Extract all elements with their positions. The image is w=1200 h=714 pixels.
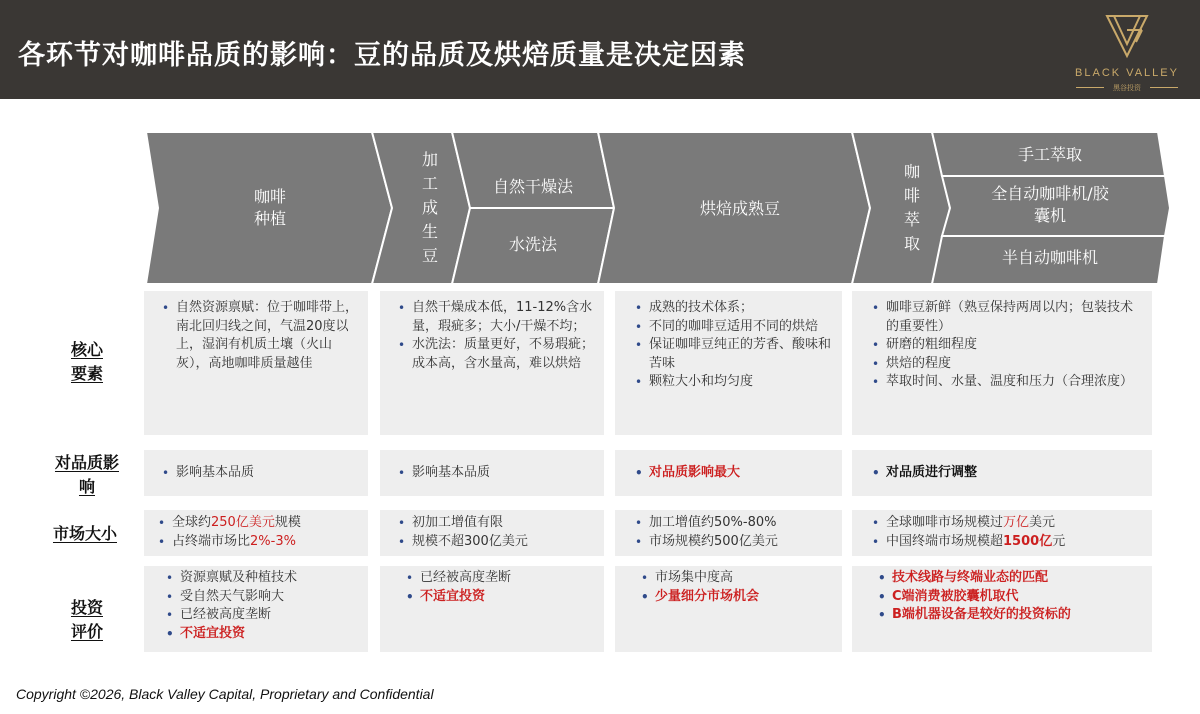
stage-roasting-label: 烘焙成熟豆 [699, 199, 780, 218]
list-item: • 占终端市场比2%-3% [158, 533, 358, 552]
list-item: • 市场规模约500亿美元 [635, 533, 832, 552]
method-manual-label: 手工萃取 [1017, 145, 1082, 164]
list-item: • 影响基本品质 [398, 464, 594, 483]
core-planting-box [144, 291, 368, 435]
list-item: • 保证咖啡豆纯正的芳香、酸味和苦味 [635, 336, 834, 373]
list-item: • 规模不超300亿美元 [398, 533, 594, 552]
list-item: • 全球咖啡市场规模过万亿美元 [872, 514, 1142, 533]
list-item: • B端机器设备是较好的投资标的 [878, 606, 1142, 625]
stage-processing-label: 加 工 成 生 豆 [421, 150, 438, 265]
core-processing-box [380, 291, 604, 435]
logo-subtitle: 黑谷投资 [1113, 84, 1141, 92]
method-auto-label: 全自动咖啡机/胶 囊机 [991, 184, 1109, 225]
market-processing-box [380, 510, 604, 556]
method-washed-label: 水洗法 [508, 235, 557, 254]
list-item: • 水洗法：质量更好，不易瑕疵；成本高，含水量高，难以烘焙 [398, 336, 596, 373]
list-item: • 资源禀赋及种植技术 [166, 569, 358, 588]
quality-extraction-box [852, 450, 1152, 496]
row-label-market: 市场大小 [52, 524, 117, 543]
core-extraction-box [852, 291, 1152, 435]
list-item: • 不同的咖啡豆适用不同的烘焙 [635, 318, 834, 337]
core-roasting-box [615, 291, 842, 435]
list-item: • 自然资源禀赋：位于咖啡带上，南北回归线之间，气温20度以上，湿润有机质土壤（火山灰），高地咖啡质量越佳 [162, 299, 358, 373]
list-item: • 影响基本品质 [162, 464, 358, 483]
list-item: • 中国终端市场规模超1500亿元 [872, 533, 1142, 552]
list-item: • 已经被高度垄断 [166, 606, 358, 625]
market-planting-box [144, 510, 368, 556]
invest-processing-box [380, 566, 604, 652]
method-semi-label: 半自动咖啡机 [1001, 248, 1098, 267]
row-label-quality: 对品质影 响 [54, 453, 119, 496]
footer-copyright: Copyright ©2026, Black Valley Capital, Proprietary and Confidential [16, 686, 434, 702]
list-item: • 萃取时间、水量、温度和压力（合理浓度） [872, 373, 1142, 392]
list-item: • 颗粒大小和均匀度 [635, 373, 834, 392]
invest-extraction-box [852, 566, 1152, 652]
list-item: • 烘焙的程度 [872, 355, 1142, 374]
list-item: • C端消费被胶囊机取代 [878, 588, 1142, 607]
list-item: • 不适宜投资 [406, 588, 594, 607]
list-item: • 对品质进行调整 [872, 464, 1142, 483]
list-item: • 自然干燥成本低，11-12%含水量，瑕疵多；大小/干燥不均； [398, 299, 596, 336]
list-item: • 加工增值约50%-80% [635, 514, 832, 533]
quality-processing-box [380, 450, 604, 496]
page-title: 各环节对咖啡品质的影响：豆的品质及烘焙质量是决定因素 [18, 40, 746, 71]
invest-planting-box [144, 566, 368, 652]
list-item: • 研磨的粗细程度 [872, 336, 1142, 355]
invest-roasting-box [615, 566, 842, 652]
list-item: • 少量细分市场机会 [641, 588, 832, 607]
logo-name: BLACK VALLEY [1075, 67, 1179, 79]
list-item: • 技术线路与终端业态的匹配 [878, 569, 1142, 588]
list-item: • 咖啡豆新鲜（熟豆保持两周以内；包装技术的重要性） [872, 299, 1142, 336]
market-roasting-box [615, 510, 842, 556]
list-item: • 成熟的技术体系； [635, 299, 834, 318]
list-item: • 初加工增值有限 [398, 514, 594, 533]
row-label-invest: 投资 评价 [70, 598, 103, 641]
stage-planting-label: 咖啡 种植 [253, 187, 286, 228]
row-label-core: 核心 要素 [70, 340, 103, 383]
method-natural-label: 自然干燥法 [492, 177, 573, 196]
list-item: • 受自然天气影响大 [166, 588, 358, 607]
quality-roasting-box [615, 450, 842, 496]
list-item: • 全球约250亿美元规模 [158, 514, 358, 533]
list-item: • 市场集中度高 [641, 569, 832, 588]
market-extraction-box [852, 510, 1152, 556]
stage-extraction-label: 咖 啡 萃 取 [903, 162, 920, 253]
list-item: • 对品质影响最大 [635, 464, 832, 483]
list-item: • 不适宜投资 [166, 625, 358, 644]
quality-planting-box [144, 450, 368, 496]
list-item: • 已经被高度垄断 [406, 569, 594, 588]
